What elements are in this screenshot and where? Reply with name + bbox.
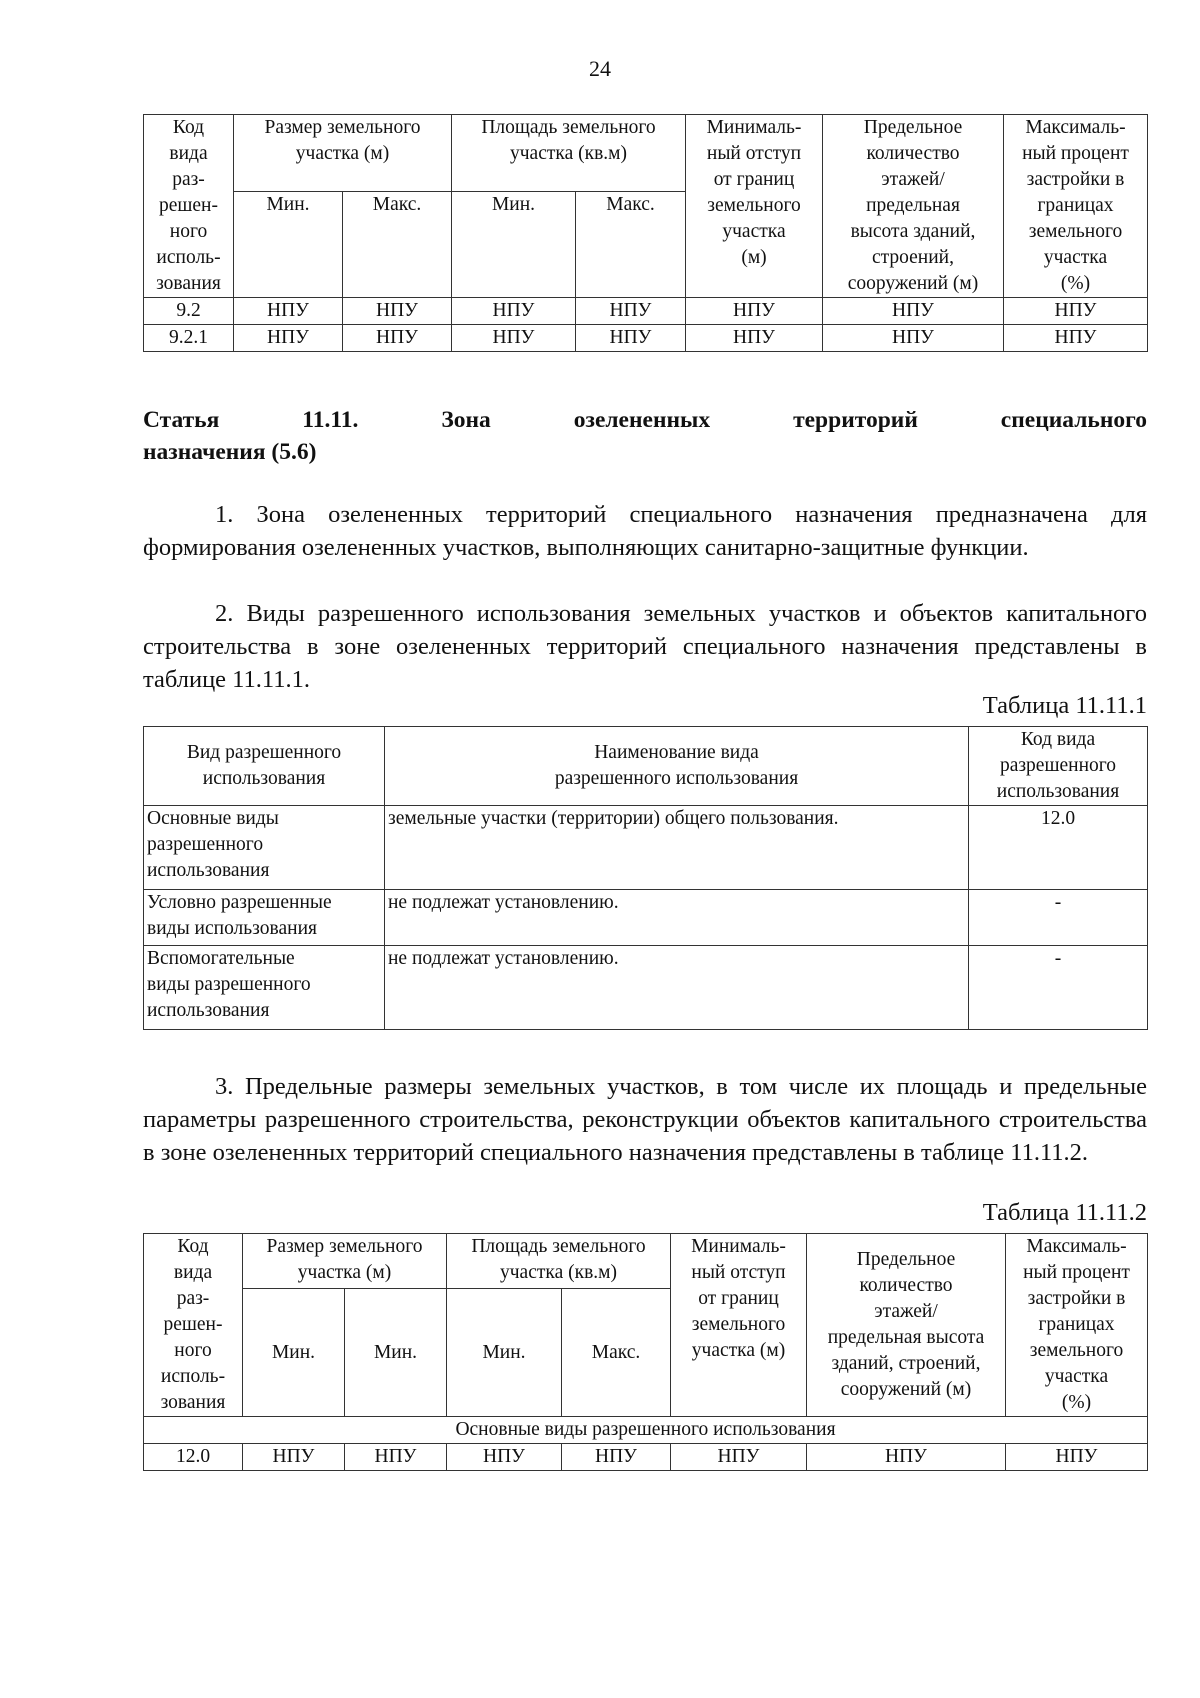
table-cell: НПУ [452,298,576,325]
table-cell: - [969,946,1148,1030]
table-cell: земельные участки (территории) общего пользования. [385,806,969,890]
table-cell: Основные виды разрешенного использования [144,806,385,890]
header-plot-area: Площадь земельного участка (кв.м) [447,1234,671,1289]
subheader-area-min: Мин. [447,1289,562,1417]
table-cell: НПУ [345,1444,447,1471]
paragraph-text: 3. Предельные размеры земельных участков, в том числе их площадь и предельные параметры разрешенного строительства, реконструкции объектов капитального строительства в зоне озелененных территорий специального назначения представлены в таблице 11.11.2. [143,1073,1147,1166]
article-title-line: назначения (5.6) [143,439,317,465]
table-row [144,890,1148,946]
header-floors: Предельное количество этажей/ предельная высота зданий, строений, сооружений (м) [807,1234,1006,1417]
header-plot-size: Размер земельного участка (м) [234,115,452,192]
table-cell: НПУ [234,325,343,352]
header-floors: Предельное количество этажей/ предельная высота зданий, строений, сооружений (м) [823,115,1004,298]
article-title [143,404,1147,468]
table-cell: НПУ [1004,325,1148,352]
table-cell: Условно разрешенные виды использования [144,890,385,946]
table-cell: НПУ [562,1444,671,1471]
table-cell: НПУ [823,298,1004,325]
table-cell: 12.0 [969,806,1148,890]
table-row [144,298,1148,325]
table-cell: НПУ [1006,1444,1148,1471]
header-plot-area: Площадь земельного участка (кв.м) [452,115,686,192]
table-cell: НПУ [576,298,686,325]
header-min-offset: Минималь- ный отступ от границ земельного участка (м) [686,115,823,298]
paragraph-text: 1. Зона озелененных территорий специального назначения предназначена для формирования озелененных участков, выполняющих санитарно-защитные функции. [143,501,1147,561]
section-label: Основные виды разрешенного использования [144,1417,1148,1444]
table-cell: НПУ [823,325,1004,352]
table-cell: НПУ [807,1444,1006,1471]
paragraph [143,498,1147,564]
table-cell: НПУ [447,1444,562,1471]
subheader-area-max: Макс. [562,1289,671,1417]
header-use-type: Вид разрешенного использования [144,727,385,806]
header-code: Код вида раз- решен- ного исполь- зования [144,115,234,298]
table-row [144,806,1148,890]
header-code: Код вида раз- решен- ного исполь- зования [144,1234,243,1417]
table-cell: НПУ [671,1444,807,1471]
subheader-size-min: Мин. [234,192,343,298]
table-cell: не подлежат установлению. [385,946,969,1030]
table-cell: НПУ [243,1444,345,1471]
table-header-row [144,115,1148,192]
table-cell: - [969,890,1148,946]
page-number: 24 [589,56,611,81]
table-cell: НПУ [234,298,343,325]
header-use-code: Код вида разрешенного использования [969,727,1148,806]
header-max-percent: Максималь- ный процент застройки в границах земельного участка (%) [1004,115,1148,298]
header-max-percent: Максималь- ный процент застройки в границах земельного участка (%) [1006,1234,1148,1417]
article-title-line: Статья 11.11. Зона озелененных территорий специального [143,407,1147,433]
header-use-name: Наименование вида разрешенного использования [385,727,969,806]
table-cell: 9.2.1 [144,325,234,352]
paragraph [143,597,1147,696]
subheader-area-min: Мин. [452,192,576,298]
table-cell: НПУ [343,298,452,325]
table-cell: Вспомогательные виды разрешенного использования [144,946,385,1030]
subheader-size-min-2: Мин. [345,1289,447,1417]
table-cell: НПУ [686,298,823,325]
subheader-size-min: Мин. [243,1289,345,1417]
header-plot-size: Размер земельного участка (м) [243,1234,447,1289]
header-min-offset: Минималь- ный отступ от границ земельного участка (м) [671,1234,807,1417]
table-row [144,325,1148,352]
table-cell: НПУ [343,325,452,352]
table-cell: НПУ [1004,298,1148,325]
table-cell: НПУ [576,325,686,352]
table-11-11-2 [143,1233,1148,1471]
table-caption: Таблица 11.11.2 [982,1199,1147,1226]
table-cell: не подлежат установлению. [385,890,969,946]
table-section-row [144,1417,1148,1444]
table-continued [143,114,1148,352]
table-cell: 12.0 [144,1444,243,1471]
table-cell: НПУ [452,325,576,352]
table-row [144,946,1148,1030]
table-header-row [144,727,1148,806]
table-cell: НПУ [686,325,823,352]
table-11-11-1 [143,726,1148,1030]
paragraph-text: 2. Виды разрешенного использования земельных участков и объектов капитального строительства в зоне озелененных территорий специального назначения представлены в таблице 11.11.1. [143,600,1147,693]
table-caption: Таблица 11.11.1 [982,692,1147,719]
paragraph [143,1070,1147,1169]
table-row [144,1444,1148,1471]
table-cell: 9.2 [144,298,234,325]
table-header-row [144,1234,1148,1289]
subheader-size-max: Макс. [343,192,452,298]
subheader-area-max: Макс. [576,192,686,298]
